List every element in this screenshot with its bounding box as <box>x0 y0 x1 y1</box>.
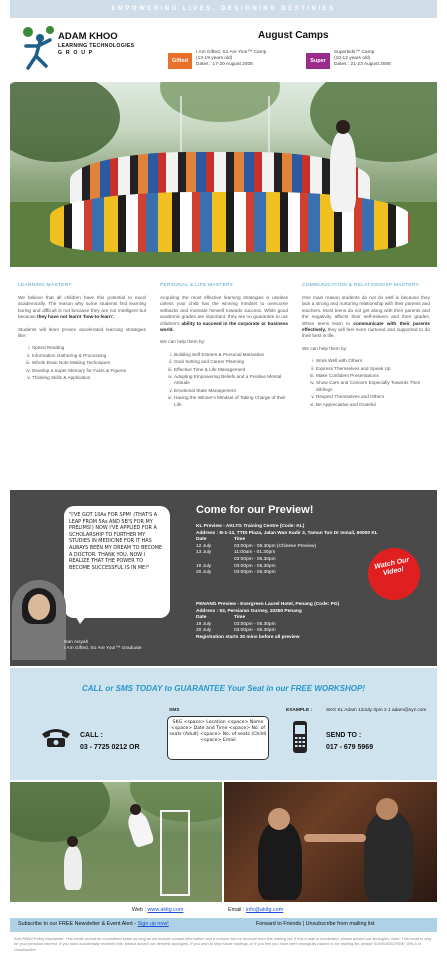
list-item: iv. Show Care and Concern Especially Towards Their Siblings <box>316 380 430 393</box>
send-to-info <box>326 730 373 754</box>
camp-gifted-text <box>196 50 266 68</box>
registration-note: Registration starts 30 mins before all preview <box>196 634 300 640</box>
schedule-row: 20 July 03:00pm - 05.30pm <box>196 570 276 576</box>
schedule-row: 12 July 03:00pm - 05.30pm (Chinese Preview) <box>196 543 317 549</box>
forward-unsubscribe-links[interactable]: Forward to Friends | Unsubscribe from mailing list <box>256 921 375 927</box>
contact-links <box>10 904 437 918</box>
kl-preview <box>196 524 396 577</box>
penang-heading: PENANG Preview - Evergreen Laurel Hotel, Penang (Code: PG) <box>196 602 340 607</box>
web-contact: Web : www.akltg.com <box>132 907 184 913</box>
schedule-row: 20 July 03:00pm - 05.30pm <box>196 628 276 634</box>
gifted-badge: Gifted <box>168 53 192 69</box>
personal-list <box>160 352 288 408</box>
personal-mastery <box>160 282 288 409</box>
camp-gifted[interactable] <box>168 50 298 78</box>
email-link[interactable]: info@akltg.com <box>245 907 284 913</box>
schedule-header: Date Time <box>196 537 246 543</box>
learning-mastery <box>18 282 146 382</box>
spam-disclaimer: Anti-SPAM Policy Disclaimer: This email cannot be considered spam as long as we include contact information and a remove link for removal from this mailing list. If this e-mail is unsolicited, please accept our apologies. Note: This email is only for your personal interest. If you have accidentally received this, please accept our deepest apologies. If you wish to stop future mailings, or if you feel you have been wrongfully placed in our mailing list, please SUNSUBSCRIBE_URLS to Unsubscribe. <box>14 936 432 952</box>
author-name: Nan Aisyah <box>64 640 89 645</box>
list-item: v. Thinking Skills & Application <box>32 375 146 381</box>
list-item: iv. Adopting Empowering Beliefs and a Positive Mental Attitude <box>174 374 288 387</box>
footer-bar <box>10 918 437 932</box>
mastery-columns <box>18 282 430 488</box>
call-section <box>10 668 437 780</box>
column-title: PERSONAL & LIFE MASTERY <box>160 283 234 288</box>
column-lead: Students will learn proven accelerated learning strategies like: <box>18 326 146 339</box>
runner-logo-icon <box>18 24 58 80</box>
list-item: ii. Express Themselves and Speak Up <box>316 366 430 372</box>
list-item: i. Speed Reading <box>32 345 146 351</box>
list-item: iii. Effective Time & Life Management <box>174 367 288 373</box>
example-text: SKG KL Adam 13July 3pm 2 1 adam@xyz.com <box>326 708 427 713</box>
column-intro: Acquiring the most effective learning strategies is useless unless your child has the winning mindset to overcome setbacks and motivate himself towards success. While good academic grades are important, they are no guarantee to our children's ability to succeed in the corporate or business world. <box>160 295 288 333</box>
header <box>10 18 437 82</box>
list-item: vi. Having the Winner's Mindset of Taking Charge of their Life <box>174 395 288 408</box>
camp-name: Superkids™ Camp <box>334 50 375 55</box>
schedule-row: 19 July 03:00pm - 05.30pm <box>196 563 276 569</box>
communication-list <box>302 358 430 408</box>
send-label: SEND TO : <box>326 732 362 739</box>
sms-format-box: SKG <space> Location <space> Name <space> Date and Time <space> No. of seats (Adult) <space> No. of seats (Child) <space> Email <box>167 716 269 760</box>
call-label: CALL : <box>80 732 103 739</box>
list-item: vi. Be Appreciative and Grateful <box>316 402 430 408</box>
camp-dates: Dates : 17-20 August 2008 <box>196 62 253 67</box>
company-logo[interactable] <box>18 24 136 80</box>
testimonial-photo <box>12 580 66 660</box>
signup-link[interactable]: Sign up now! <box>137 921 169 927</box>
communication-mastery <box>302 282 430 409</box>
sms-label: SMS <box>169 708 180 713</box>
camps-title: August Camps <box>258 30 329 41</box>
call-headline: CALL or SMS TODAY to GUARANTEE Your Seat in our FREE WORKSHOP! <box>82 684 365 693</box>
camp-superkids[interactable] <box>306 50 436 78</box>
tagline-banner: EMPOWERING LIVES. DESIGNING DESTINIES <box>10 0 437 18</box>
activity-photo-left <box>10 782 222 902</box>
website-link[interactable]: www.akltg.com <box>147 907 184 913</box>
column-lead: We can help them by: <box>302 345 348 351</box>
learning-list <box>18 345 146 381</box>
list-item: ii. Information Gathering & Processing <box>32 353 146 359</box>
kl-address: Address : B-1-12, TTDI Plaza, Jalan Wan Kadir 3, Taman Tun Dr Ismail, 60000 KL <box>196 530 378 536</box>
list-item: i. Work Well with Others <box>316 358 430 364</box>
list-item: v. Emotional State Management <box>174 388 288 394</box>
list-item: v. Respect Themselves and Others <box>316 394 430 400</box>
quote-tail <box>74 614 88 624</box>
email-contact: Email : info@akltg.com <box>228 907 284 913</box>
camp-name: I Am Gifted, So Are You!™ Camp <box>196 50 267 55</box>
mobile-phone-icon <box>292 720 308 754</box>
call-info <box>80 730 140 754</box>
watch-video-button[interactable]: Watch Our Video! <box>363 543 425 605</box>
activity-photo-right <box>224 782 437 902</box>
example-label: EXAMPLE : <box>286 708 313 713</box>
kl-heading: KL Preview - AKLTG Training Centre (Code: KL) <box>196 524 305 529</box>
camp-superkids-text <box>334 50 391 68</box>
penang-address: Address : 53, Persiaran Gurney, 10250 Penang <box>196 608 302 614</box>
superkids-badge: Super Kids <box>306 53 330 69</box>
column-title: LEARNING MASTERY <box>18 283 72 288</box>
schedule-row: 13 July 11:00am - 01.30pm <box>196 550 276 556</box>
author-role: I Am Gifted, So Are You!™ Graduate <box>64 646 142 651</box>
send-number[interactable]: 017 - 679 5969 <box>326 744 374 751</box>
schedule-row: 19 July 03:00pm - 05.30pm <box>196 621 276 627</box>
column-intro: We believe that all children have this potential to excel academically. The reason why some students find learning boring and difficult is not because they are not intelligent but because they have not learnt 'how-to-learn'. <box>18 295 146 320</box>
camp-dates: Dates : 21-23 August 2008 <box>334 62 391 67</box>
testimonial-quote: "I'VE GOT 10As FOR SPM! (THAT'S A LEAP FROM 5As AND 5B'S FOR MY PRELIMS!) NOW I'VE APPLIED FOR A SCHOLARSHIP TO FURTHER MY STUDIES IN MEDICINE FOR IT HAS ALWAYS BEEN MY DREAM TO BECOME A DOCTOR. THANK YOU, NOW I REALIZE THAT THE POWER TO BECOME SUCCESSFUL IS IN ME!" <box>64 506 170 618</box>
logo-name: ADAM KHOO <box>58 31 118 42</box>
preview-title: Come for our Preview! <box>196 504 314 516</box>
camp-ages: (13-19 years old) <box>196 56 233 61</box>
list-item: ii. Goal Setting and Career Planning <box>174 359 288 365</box>
list-item: iii. Make Confident Presentations <box>316 373 430 379</box>
list-item: i. Building Self Esteem & Personal Motivation <box>174 352 288 358</box>
column-title: COMMUNICATION & RELATIONSHIP MASTERY <box>302 283 420 288</box>
group-photo <box>10 82 437 267</box>
logo-text <box>58 32 134 56</box>
list-item: iv. Develop a Super Memory for Facts & Figures <box>32 368 146 374</box>
column-lead: We can help them by: <box>160 339 206 345</box>
schedule-header: Date Time <box>196 615 246 621</box>
testimonial-author <box>64 640 142 652</box>
telephone-icon <box>40 726 72 748</box>
schedule-row: 03:00pm - 05.30pm <box>234 556 276 562</box>
subscribe-text: Subscribe to our FREE Newsletter & Event Alert - Sign up now! <box>18 921 169 927</box>
logo-sub: LEARNING TECHNOLOGIES <box>58 43 135 49</box>
call-number[interactable]: 03 - 7725 0212 OR <box>80 744 140 751</box>
logo-group: GROUP <box>58 49 97 56</box>
column-intro: One main reason students do not do well is because they lack a strong and nurturing relationship with their parents and teachers. Most teens do not get along with their parents and the negativity affects their self-esteem and their grades. When teens learn to communicate with their parents effectively, they will feel more nurtured and supported to do their best in life. <box>302 295 430 339</box>
penang-preview <box>196 602 396 642</box>
camp-ages: (10-12 years old) <box>334 56 371 61</box>
list-item: iii. Whole Brain Note Making Techniques <box>32 360 146 366</box>
email-newsletter <box>10 0 437 969</box>
preview-section <box>10 490 437 666</box>
